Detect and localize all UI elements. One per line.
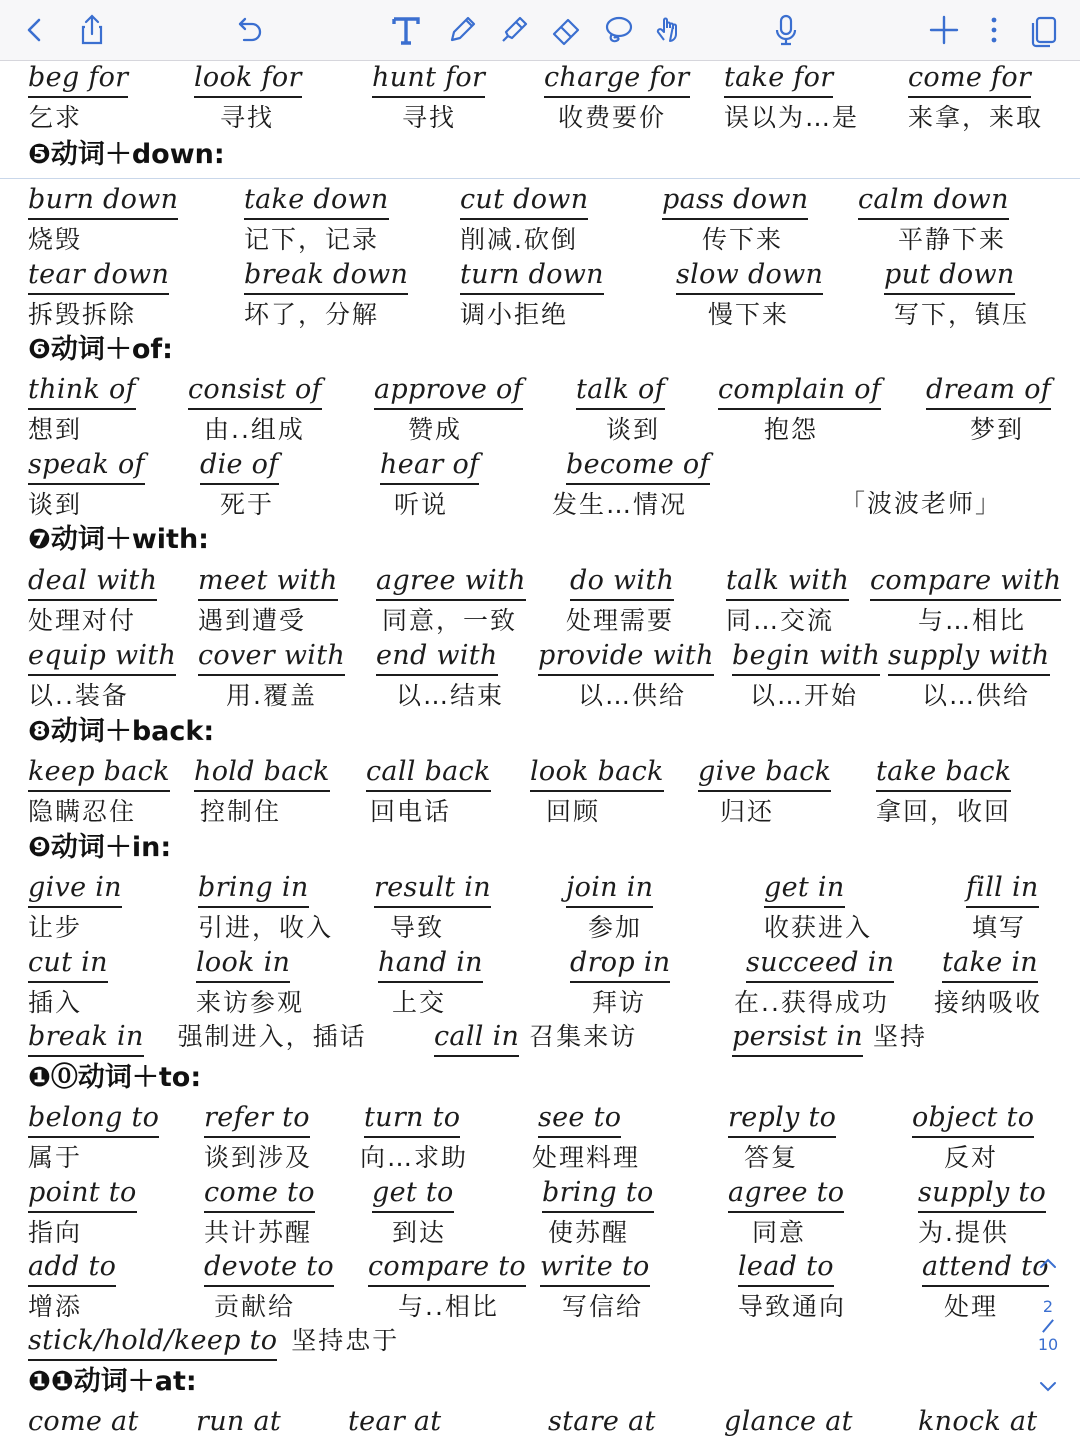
phrase-item: drop in 拜访 <box>570 947 671 1017</box>
phrase-item: bring to 使苏醒 <box>542 1177 654 1247</box>
phrase-item: charge for 收费要价 <box>544 62 690 132</box>
page-down-chevron-icon[interactable] <box>1030 1380 1066 1394</box>
section-heading-of: ❻动词＋of: <box>28 334 173 365</box>
phrase-item: approve of 赞成 <box>374 374 523 444</box>
phrase-item: end with 以…结束 <box>376 640 505 710</box>
phrase-item: come for 来拿，来取 <box>908 62 1044 132</box>
phrase-item: get in 收获进入 <box>764 872 873 942</box>
top-toolbar <box>0 0 1080 61</box>
phrase-item: burn down 烧毁 <box>28 184 179 254</box>
phrase-item: object to 反对 <box>912 1102 1035 1172</box>
add-icon[interactable] <box>924 10 964 50</box>
section-heading-in: ❾动词＋in: <box>28 832 172 863</box>
phrase-row-down <box>0 183 1080 259</box>
phrase-item: supply to 为.提供 <box>918 1177 1047 1247</box>
phrase-item: consist of 由..组成 <box>188 374 322 444</box>
phrase-row-back <box>0 755 1080 831</box>
phrase-item: dream of 梦到 <box>926 374 1052 444</box>
current-page-number: 2 <box>1042 1297 1054 1316</box>
phrase-item: come at <box>28 1405 139 1440</box>
phrase-item: beg for 乞求 <box>28 62 129 132</box>
phrase-item: give back 归还 <box>698 756 832 826</box>
phrase-item: take back 拿回，收回 <box>876 756 1012 826</box>
phrase-item: point to 指向 <box>28 1177 137 1247</box>
phrase-item: fill in 填写 <box>966 872 1039 942</box>
phrase-item: meet with 遇到遭受 <box>198 565 338 635</box>
phrase-item: tear down 拆毁拆除 <box>28 259 170 329</box>
phrase-item: write to 写信给 <box>540 1251 650 1321</box>
phrase-row-in <box>0 946 1080 1022</box>
phrase-item: knock at <box>918 1405 1037 1440</box>
more-vertical-icon[interactable] <box>974 10 1014 50</box>
phrase-item: hold back 控制住 <box>194 756 330 826</box>
phrase-item: turn to 向…求助 <box>360 1102 469 1172</box>
phrase-item: die of 死于 <box>200 449 279 519</box>
phrase-item: see to 处理料理 <box>532 1102 641 1172</box>
page-navigator <box>1030 1256 1066 1394</box>
phrase-item: run at <box>196 1405 281 1440</box>
eraser-icon[interactable] <box>546 10 586 50</box>
phrase-item: stick/hold/keep to 坚持忠于 <box>28 1324 399 1361</box>
phrase-item: pass down 传下来 <box>662 184 809 254</box>
phrase-item: equip with 以..装备 <box>28 640 177 710</box>
hand-touch-icon[interactable] <box>648 10 688 50</box>
phrase-item: hear of 听说 <box>380 449 480 519</box>
phrase-row-of <box>0 448 1080 524</box>
phrase-row-for <box>0 61 1080 137</box>
phrase-item: break down 坏了，分解 <box>244 259 409 329</box>
phrase-row-down <box>0 258 1080 334</box>
phrase-item: look back 回顾 <box>530 756 664 826</box>
phrase-item: slow down 慢下来 <box>676 259 824 329</box>
phrase-item: break in 强制进入，插话 <box>28 1020 367 1057</box>
phrase-row-with <box>0 564 1080 640</box>
phrase-item: add to 增添 <box>28 1251 117 1321</box>
phrase-item: get to 到达 <box>372 1177 454 1247</box>
phrase-item: talk of 谈到 <box>576 374 665 444</box>
phrase-item: supply with 以…供给 <box>888 640 1050 710</box>
phrase-row-to <box>0 1101 1080 1177</box>
phrase-item: compare to 与..相比 <box>368 1251 526 1321</box>
phrase-row-in <box>0 1020 1080 1060</box>
phrase-item: give in 让步 <box>28 872 122 942</box>
phrase-item: do with 处理需要 <box>566 565 675 635</box>
section-heading-back: ❽动词＋back: <box>28 716 215 747</box>
phrase-row-with <box>0 639 1080 715</box>
section-heading-down: ❺动词＋down: <box>28 139 225 170</box>
phrase-item: think of 想到 <box>28 374 136 444</box>
phrase-row-of <box>0 373 1080 449</box>
undo-icon[interactable] <box>228 10 268 50</box>
phrase-item: take for 误以为…是 <box>724 62 860 132</box>
phrase-item: attend to 处理 <box>922 1251 1049 1321</box>
phrase-row-to <box>0 1250 1080 1326</box>
section-heading-at: ❶❶动词＋at: <box>28 1366 197 1397</box>
phrase-row-to <box>0 1324 1080 1364</box>
phrase-row-to <box>0 1176 1080 1252</box>
phrase-item: hand in 上交 <box>378 947 483 1017</box>
phrase-item: tear at <box>348 1405 441 1440</box>
phrase-item: join in 参加 <box>566 872 654 942</box>
phrase-item: cut in 插入 <box>28 947 108 1017</box>
phrase-row-in <box>0 871 1080 947</box>
highlighter-icon[interactable] <box>494 10 534 50</box>
phrase-item: speak of 谈到 <box>28 449 145 519</box>
phrase-item: provide with 以…供给 <box>538 640 714 710</box>
total-page-number: 10 <box>1037 1335 1059 1354</box>
lasso-icon[interactable] <box>598 10 638 50</box>
phrase-item: look for 寻找 <box>194 62 302 132</box>
note-page[interactable] <box>0 61 1080 1440</box>
phrase-item: agree to 同意 <box>728 1177 845 1247</box>
page-up-chevron-icon[interactable] <box>1030 1256 1066 1270</box>
phrase-item: stare at <box>548 1405 656 1440</box>
section-heading-with: ❼动词＋with: <box>28 524 209 555</box>
phrase-item: lead to 导致通向 <box>738 1251 847 1321</box>
phrase-item: devote to 贡献给 <box>204 1251 334 1321</box>
phrase-item: agree with 同意，一致 <box>376 565 526 635</box>
back-chevron-icon[interactable] <box>14 10 54 50</box>
phrase-item: refer to 谈到涉及 <box>204 1102 313 1172</box>
phrase-item: cover with 用.覆盖 <box>198 640 346 710</box>
phrase-item: begin with 以…开始 <box>732 640 881 710</box>
phrase-item: come to 共计苏醒 <box>204 1177 315 1247</box>
phrase-item: call back 回电话 <box>366 756 491 826</box>
watermark-label: 「波波老师」 <box>840 489 1003 518</box>
phrase-item: talk with 同…交流 <box>726 565 850 635</box>
phrase-item: calm down 平静下来 <box>858 184 1009 254</box>
section-heading-to: ❶⓪动词＋to: <box>28 1062 202 1093</box>
phrase-item: turn down 调小拒绝 <box>460 259 604 329</box>
phrase-item: hunt for 寻找 <box>372 62 486 132</box>
phrase-item: keep back 隐瞒忍住 <box>28 756 170 826</box>
pages-icon[interactable] <box>1024 10 1064 50</box>
phrase-item: result in 导致 <box>374 872 491 942</box>
phrase-item: glance at <box>724 1405 853 1440</box>
phrase-item: put down 写下，镇压 <box>884 259 1030 329</box>
phrase-row-at <box>0 1405 1080 1440</box>
phrase-item: deal with 处理对付 <box>28 565 158 635</box>
phrase-item: become of 发生…情况 <box>552 449 710 519</box>
phrase-item: reply to 答复 <box>728 1102 837 1172</box>
microphone-icon[interactable] <box>766 10 806 50</box>
phrase-item: complain of 抱怨 <box>718 374 882 444</box>
phrase-item: belong to 属于 <box>28 1102 160 1172</box>
phrase-item: call in 召集来访 <box>434 1020 637 1057</box>
phrase-item: take down 记下，记录 <box>244 184 389 254</box>
phrase-item: persist in 坚持 <box>732 1020 927 1057</box>
pen-icon[interactable] <box>442 10 482 50</box>
phrase-item: look in 来访参观 <box>196 947 305 1017</box>
divider <box>0 178 1080 179</box>
phrase-item: take in 接纳吸收 <box>934 947 1043 1017</box>
page-separator <box>1042 1319 1054 1333</box>
text-tool-icon[interactable] <box>386 10 426 50</box>
phrase-item: succeed in 在..获得成功 <box>734 947 895 1017</box>
phrase-item: compare with 与…相比 <box>870 565 1062 635</box>
phrase-item: cut down 削减.砍倒 <box>460 184 589 254</box>
phrase-item: bring in 引进，收入 <box>198 872 334 942</box>
share-icon[interactable] <box>72 10 112 50</box>
